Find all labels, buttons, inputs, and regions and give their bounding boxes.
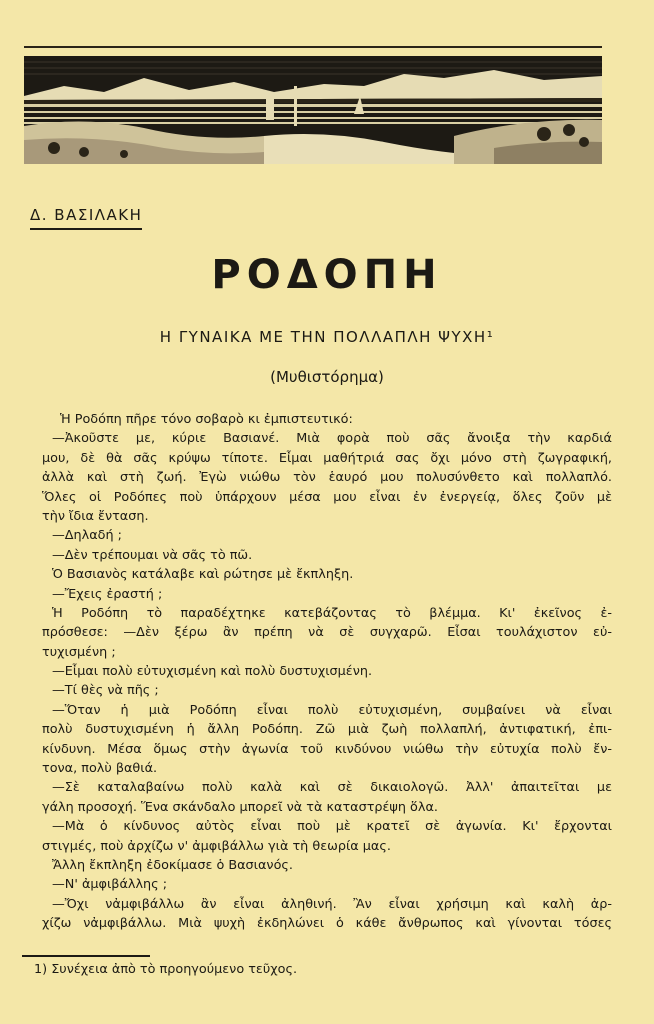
top-rule	[24, 46, 602, 48]
text-line: στιγμές, ποὺ ἀρχίζω ν' ἀμφιβάλλω γιὰ τὴ θεωρία μας.	[42, 838, 391, 854]
text-line: —Ἔχεις ἐραστή ;	[52, 586, 163, 602]
footnote: 1) Συνέχεια ἀπὸ τὸ προηγούμενο τεῦχος.	[34, 962, 298, 977]
text-line: γάλη προσοχή. Ἕνα σκάνδαλο μπορεῖ νὰ τὰ καταστρέψη ὅλα.	[42, 799, 438, 815]
text-line: κίνδυνη. Μέσα ὅμως στὴν ἀγωνία τοῦ κινδύνου νιώθω τὴν εὐτυχία πολὺ ἔν-	[42, 741, 612, 757]
text-line: —Δὲν τρέπουμαι νὰ σᾶς τὸ πῶ.	[52, 547, 253, 563]
text-line: μου, δὲ θὰ σᾶς κρύψω τίποτε. Εἶμαι μαθήτριά σας ὄχι μόνο στὴ ζωγραφική,	[42, 450, 612, 466]
text-line: πολὺ δυστυχισμένη ἡ ἄλλη Ροδόπη. Ζῶ μιὰ ζωὴ πολλαπλή, ἀντιφατική, ἐπι-	[42, 722, 612, 738]
text-line: Ἡ Ροδόπη τὸ παραδέχτηκε κατεβάζοντας τὸ βλέμμα. Κι' ἐκεῖνος ἐ-	[52, 605, 612, 621]
author-name: Δ. ΒΑΣΙΛΑΚΗ	[30, 206, 142, 230]
article-subtitle: Η ΓΥΝΑΙΚΑ ΜΕ ΤΗΝ ΠΟΛΛΑΠΛΗ ΨΥΧΗ¹	[159, 328, 495, 346]
article-body	[42, 410, 612, 934]
text-line: —Ν' ἀμφιβάλλης ;	[52, 877, 168, 893]
landscape-illustration	[24, 56, 602, 164]
text-line: ἀλλὰ καὶ στὴ ζωή. Ἐγὼ νιώθω τὸν ἑαυρό μου πολυσύνθετο καὶ πολλαπλό.	[42, 470, 612, 486]
text-line: Ὁ Βασιανὸς κατάλαβε καὶ ρώτησε μὲ ἔκπληξη.	[52, 567, 354, 583]
genre-label: (Μυθιστόρημα)	[270, 368, 384, 386]
text-line: —Δηλαδή ;	[52, 528, 122, 544]
text-line: —Ὄχι νἀμφιβάλλω ἂν εἶναι ἀληθινή. Ἂν εἶναι χρήσιμη καὶ καλὴ ἀρ-	[52, 896, 612, 912]
text-line: —Ἀκοῦστε με, κύριε Βασιανέ. Μιὰ φορὰ ποὺ σᾶς ἄνοιξα τὴν καρδιά	[52, 431, 612, 447]
text-line: τὴν ἴδια ἔνταση.	[42, 508, 149, 524]
text-line: χίζω νἀμφιβάλλω. Μιὰ ψυχὴ ἐκδηλώνει ὁ κάθε ἄνθρωπος καὶ γίνονται τόσες	[42, 916, 612, 932]
text-line: —Ὅταν ἡ μιὰ Ροδόπη εἶναι πολὺ εὐτυχισμένη, συμβαίνει νὰ εἶναι	[52, 702, 612, 718]
text-line: τυχισμένη ;	[42, 644, 116, 660]
text-line: —Τί θὲς νὰ πῆς ;	[52, 683, 159, 699]
text-line: —Μὰ ὁ κίνδυνος αὐτὸς εἶναι ποὺ μὲ κρατεῖ σὲ ἀγωνία. Κι' ἔρχονται	[52, 819, 612, 835]
text-line: —Σὲ καταλαβαίνω πολὺ καλὰ καὶ σὲ δικαιολογῶ. Ἀλλ' ἀπαιτεῖται με	[52, 780, 612, 796]
landscape-engraving	[24, 56, 602, 164]
text-line: —Εἶμαι πολὺ εὐτυχισμένη καὶ πολὺ δυστυχισμένη.	[52, 664, 373, 680]
text-line: τονα, πολὺ βαθιά.	[42, 761, 158, 777]
text-line: Ἄλλη ἔκπληξη ἐδοκίμασε ὁ Βασιανός.	[52, 857, 293, 873]
text-line: πρόσθεσε: —Δὲν ξέρω ἂν πρέπη νὰ σὲ συγχαρῶ. Εἶσαι τουλάχιστον εὐ-	[42, 625, 612, 641]
article-title: ΡΟΔΟΠΗ	[211, 252, 443, 298]
footnote-rule	[22, 955, 150, 957]
text-line: Ὅλες οἱ Ροδόπες ποὺ ὑπάρχουν μέσα μου εἶναι ἐν ἐνεργείᾳ, ὅλες ζοῦν μὲ	[42, 489, 612, 505]
text-line: Ἡ Ροδόπη πῆρε τόνο σοβαρὸ κι ἐμπιστευτικό:	[60, 412, 353, 427]
